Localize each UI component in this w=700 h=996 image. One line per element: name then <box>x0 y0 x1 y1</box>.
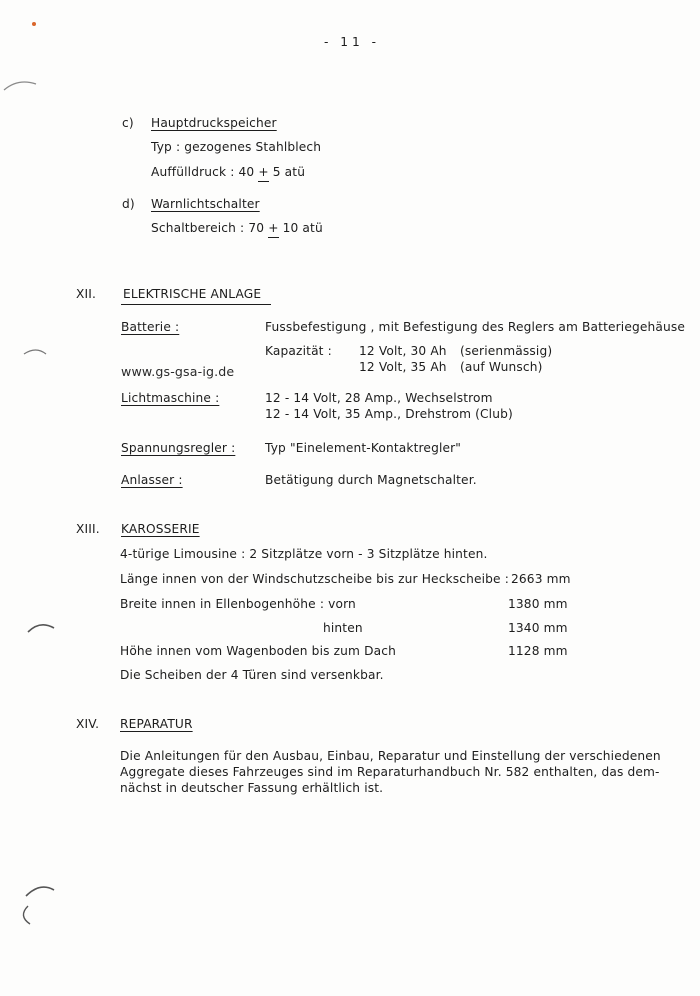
watermark-url: www.gs-gsa-ig.de <box>121 364 235 379</box>
section-xiii-heading: KAROSSERIE <box>121 522 200 536</box>
spannungsregler-text: Typ "Einelement-Kontaktregler" <box>265 441 462 455</box>
fill-pressure-label: Auffülldruck : 40 <box>151 165 255 179</box>
scan-speck <box>32 22 36 26</box>
lichtmaschine-line-1: 12 - 14 Volt, 28 Amp., Wechselstrom <box>265 391 493 405</box>
reparatur-paragraph-line-1: Die Anleitungen für den Ausbau, Einbau, Reparatur und Einstellung der verschiedenen <box>120 749 661 763</box>
hoehe-label: Höhe innen vom Wagenboden bis zum Dach <box>120 644 396 658</box>
section-xiii-numeral: XIII. <box>76 522 100 536</box>
section-c-heading: Hauptdruckspeicher <box>151 116 277 130</box>
batterie-text: Fussbefestigung , mit Befestigung des Reglers am Batteriegehäuse <box>265 320 686 334</box>
breite-hinten-value: 1340 mm <box>508 621 568 635</box>
section-d-range <box>151 220 323 236</box>
section-c-typ: Typ : gezogenes Stahlblech <box>151 140 322 154</box>
switch-range-label: Schaltbereich : 70 <box>151 221 265 235</box>
breite-vorn-value: 1380 mm <box>508 597 568 611</box>
punch-hole-mark-upper <box>0 336 50 376</box>
reparatur-paragraph-line-2: Aggregate dieses Fahrzeuges sind im Reparaturhandbuch Nr. 582 enthalten, das dem- <box>120 765 660 779</box>
breite-label: Breite innen in Ellenbogenhöhe : vorn <box>120 597 356 611</box>
section-xiv-heading: REPARATUR <box>120 717 193 731</box>
page-number: - 11 - <box>324 35 381 49</box>
section-xii-heading-rule <box>121 304 271 305</box>
kapazitaet-note-2: (auf Wunsch) <box>460 360 543 374</box>
kapazitaet-value-1: 12 Volt, 30 Ah <box>359 344 447 358</box>
scheiben-text: Die Scheiben der 4 Türen sind versenkbar. <box>120 668 384 682</box>
section-xii-numeral: XII. <box>76 287 97 301</box>
section-xii-heading: ELEKTRISCHE ANLAGE <box>123 287 262 301</box>
laenge-label: Länge innen von der Windschutzscheibe bis zur Heckscheibe : <box>120 572 509 586</box>
fill-pressure-tolerance: 5 atü <box>272 165 306 179</box>
section-d-heading: Warnlichtschalter <box>151 197 260 211</box>
anlasser-label: Anlasser : <box>121 473 183 487</box>
plus-minus-sign: + <box>258 165 269 179</box>
plus-minus-sign: + <box>268 221 279 235</box>
kapazitaet-label: Kapazität : <box>265 344 332 358</box>
batterie-label: Batterie : <box>121 320 180 334</box>
laenge-value: 2663 mm <box>511 572 571 586</box>
section-c-fill-pressure <box>151 164 305 180</box>
punch-hole-mark-bottom <box>0 878 60 938</box>
section-xiv-numeral: XIV. <box>76 717 100 731</box>
anlasser-text: Betätigung durch Magnetschalter. <box>265 473 477 487</box>
hinten-label: hinten <box>323 621 363 635</box>
switch-range-tolerance: 10 atü <box>282 221 323 235</box>
lichtmaschine-line-2: 12 - 14 Volt, 35 Amp., Drehstrom (Club) <box>265 407 513 421</box>
section-c-letter: c) <box>122 116 134 130</box>
spannungsregler-label: Spannungsregler : <box>121 441 236 455</box>
kapazitaet-note-1: (serienmässig) <box>460 344 553 358</box>
lichtmaschine-label: Lichtmaschine : <box>121 391 220 405</box>
hoehe-value: 1128 mm <box>508 644 568 658</box>
karosserie-line-1: 4-türige Limousine : 2 Sitzplätze vorn - 3 Sitzplätze hinten. <box>120 547 488 561</box>
reparatur-paragraph-line-3: nächst in deutscher Fassung erhältlich ist. <box>120 781 384 795</box>
punch-hole-mark-top <box>0 70 40 110</box>
section-d-letter: d) <box>122 197 135 211</box>
kapazitaet-value-2: 12 Volt, 35 Ah <box>359 360 447 374</box>
punch-hole-mark-middle <box>0 612 60 642</box>
